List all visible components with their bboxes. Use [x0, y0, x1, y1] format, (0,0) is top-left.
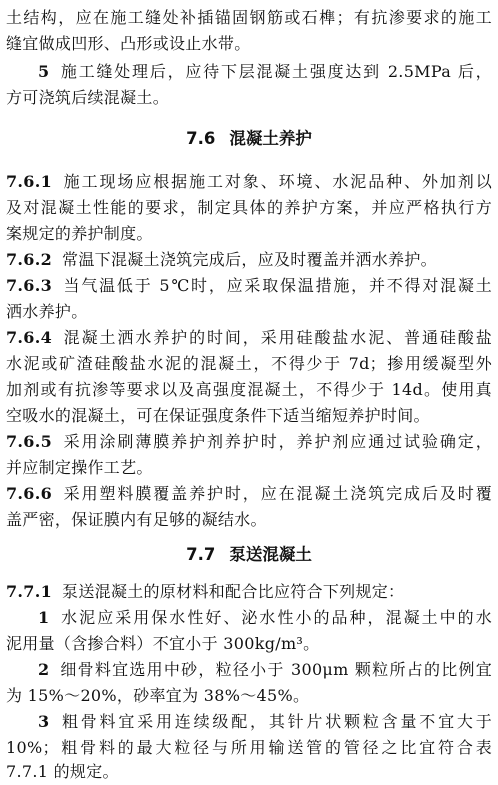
list-item-3	[38, 710, 492, 734]
text: 7.7.1 的规定。	[6, 762, 119, 781]
text: 泵送混凝土的原材料和配合比应符合下列规定：	[62, 582, 405, 601]
text: 采用塑料膜覆盖养护时，应在混凝土浇筑完成后及时覆	[62, 484, 492, 503]
clause-7-7-1	[6, 580, 492, 604]
clause-7-6-2	[6, 248, 492, 272]
item-number: 1	[38, 608, 50, 627]
text-line	[6, 196, 492, 220]
text: 泥用量（含掺合料）不宜小于 300kg/m³。	[6, 634, 320, 653]
clause-7-6-3	[6, 274, 492, 298]
text-line	[6, 222, 492, 246]
text: 采用涂刷薄膜养护剂养护时，养护剂应通过试验确定，	[62, 432, 492, 451]
text: 施工缝处理后，应待下层混凝土强度达到 2.5MPa 后，	[59, 62, 492, 81]
text: 粗骨料宜采用连续级配，其针片状颗粒含量不宜大于	[59, 712, 492, 731]
item-number: 2	[38, 660, 50, 679]
text: 当气温低于 5℃时，应采取保温措施，并不得对混凝土	[62, 276, 492, 295]
text-line	[6, 300, 492, 324]
clause-7-6-5	[6, 430, 492, 454]
section-number: 7.7	[186, 545, 216, 564]
clause-number: 7.6.1	[6, 172, 53, 191]
text: 案规定的养护制度。	[6, 224, 153, 243]
text: 土结构，应在施工缝处补插锚固钢筋或石榫；有抗渗要求的施工	[6, 8, 492, 27]
text: 10%；粗骨料的最大粒径与所用输送管的管径之比宜符合表	[6, 738, 492, 757]
list-item-5	[38, 60, 492, 84]
clause-number: 7.6.3	[6, 276, 53, 295]
section-number: 7.6	[186, 129, 216, 148]
text: 并应制定操作工艺。	[6, 458, 153, 477]
text: 水泥应采用保水性好、泌水性小的品种，混凝土中的水	[59, 608, 492, 627]
text: 常温下混凝土浇筑完成后，应及时覆盖并洒水养护。	[62, 250, 437, 269]
text-line	[6, 352, 492, 376]
text-line	[6, 404, 492, 428]
text: 盖严密，保证膜内有足够的凝结水。	[6, 510, 267, 529]
section-title: 泵送混凝土	[229, 545, 312, 564]
text-line	[6, 508, 492, 532]
text: 加剂或有抗渗等要求以及高强度混凝土，不得少于 14d。使用真	[6, 380, 492, 399]
text: 缝宜做成凹形、凸形或设止水带。	[6, 34, 251, 53]
text-line	[6, 760, 492, 784]
text: 细骨料宜选用中砂，粒径小于 300μm 颗粒所占的比例宜	[59, 660, 492, 679]
clause-number: 7.6.2	[6, 250, 53, 269]
text-line	[6, 632, 492, 656]
text: 水泥或矿渣硅酸盐水泥的混凝土，不得少于 7d；掺用缓凝型外	[6, 354, 492, 373]
clause-number: 7.7.1	[6, 582, 53, 601]
list-item-2	[38, 658, 492, 682]
section-title: 混凝土养护	[229, 129, 312, 148]
section-heading-7-7	[0, 542, 498, 568]
clause-number: 7.6.6	[6, 484, 53, 503]
clause-7-6-4	[6, 326, 492, 350]
text: 空吸水的混凝土，可在保证强度条件下适当缩短养护时间。	[6, 406, 430, 425]
list-item-1	[38, 606, 492, 630]
clause-number: 7.6.5	[6, 432, 53, 451]
text: 为 15%～20%，砂率宜为 38%～45%。	[6, 686, 310, 705]
clause-7-6-6	[6, 482, 492, 506]
text-line	[6, 378, 492, 402]
text-line	[6, 456, 492, 480]
text: 混凝土洒水养护的时间，采用硅酸盐水泥、普通硅酸盐	[62, 328, 492, 347]
text: 洒水养护。	[6, 302, 88, 321]
item-number: 5	[38, 62, 50, 81]
text-line	[6, 32, 492, 56]
text-line	[6, 6, 492, 30]
text: 方可浇筑后续混凝土。	[6, 88, 170, 107]
text-line	[6, 86, 492, 110]
clause-7-6-1	[6, 170, 492, 194]
item-number: 3	[38, 712, 50, 731]
text: 及对混凝土性能的要求，制定具体的养护方案，并应严格执行方	[6, 198, 492, 217]
text-line	[6, 736, 492, 760]
clause-number: 7.6.4	[6, 328, 53, 347]
section-heading-7-6	[0, 126, 498, 152]
text-line	[6, 684, 492, 708]
text: 施工现场应根据施工对象、环境、水泥品种、外加剂以	[62, 172, 492, 191]
